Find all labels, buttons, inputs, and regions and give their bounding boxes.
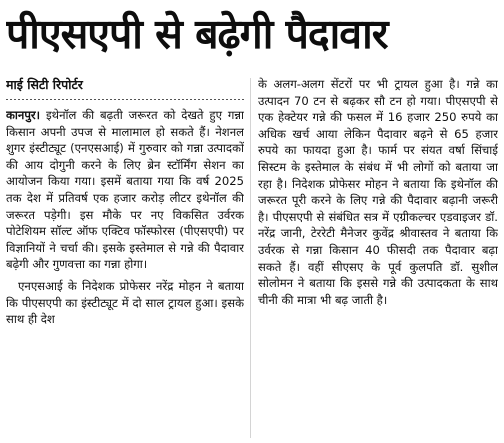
column-divider [250, 78, 251, 438]
body-paragraph-3: के अलग-अलग सेंटरों पर भी ट्रायल हुआ है। गन्ने का उत्पादन 70 टन से बढ़कर सौ टन हो गया। पीएसएपी से एक हेक्टेयर गन्ने की फसल में 16 हजार 250 रुपये का अधिक खर्च आया लेकिन पैदावार बढ़ने से 65 हजार रुपये का फायदा हुआ है। फार्म पर संयत वर्षा सिंचाई सिस्टम के इस्तेमाल के संबंध में भी लोगों को बताया जा रहा है। निदेशक प्रोफेसर मोहन ने बताया कि इथेनॉल की जरूरत पूरी करने के लिए गन्ने की पैदावार बढ़ानी जरूरी है। पीएसएपी से संबंधित सत्र में एग्रीकल्चर एडवाइजर डॉ. नरेंद्र जानी, टेररेटी मैनेजर कुवेंद्र श्रीवास्तव ने बताया कि उर्वरक से गन्ना किसान 40 फीसदी तक पैदावार बढ़ा सकते हैं। वहीं सीएसए के पूर्व कुलपति डॉ. सुशील सोलोमन ने बताया कि इससे गन्ने की उत्पादकता के साथ चीनी की मात्रा भी बढ़ जाती है। [258, 77, 498, 307]
byline: माई सिटी रिपोर्टर [6, 77, 83, 92]
byline-divider [6, 99, 244, 100]
right-column [258, 76, 498, 440]
dateline: कानपुर। [6, 108, 41, 122]
headline: पीएसएपी से बढ़ेगी पैदावार [6, 10, 388, 58]
body-paragraph-2: एनएसआई के निदेशक प्रोफेसर नरेंद्र मोहन ने बताया कि पीएसएपी का इंस्टीट्यूट में दो साल ट्रायल हुआ। इसके साथ ही देश [6, 278, 244, 327]
body-paragraph-1-text: इथेनॉल की बढ़ती जरूरत को देखते हुए गन्ना किसान अपनी उपज से मालामाल हो सकते हैं। नेशनल शुगर इंस्टीट्यूट (एनएसआई) में गुरुवार को गन्ना उत्पादकों की आय दोगुनी करने के लिए ब्रेन स्टॉर्मिंग सेशन का आयोजन किया गया। इसमें बताया गया कि वर्ष 2025 तक देश में प्रतिवर्ष एक हजार करोड़ लीटर इथेनॉल की जरूरत पड़ेगी। इस मौके पर नए विकसित उर्वरक पोटेशियम सॉल्ट ऑफ एक्टिव फॉस्फोरस (पीएसएपी) पर विज्ञानियों ने चर्चा की। इसके इस्तेमाल से गन्ने की पैदावार बढ़ेगी और गुणवत्ता का गन्ना होगा। [6, 108, 244, 272]
body-paragraph-1 [6, 107, 244, 273]
left-column [6, 76, 244, 440]
